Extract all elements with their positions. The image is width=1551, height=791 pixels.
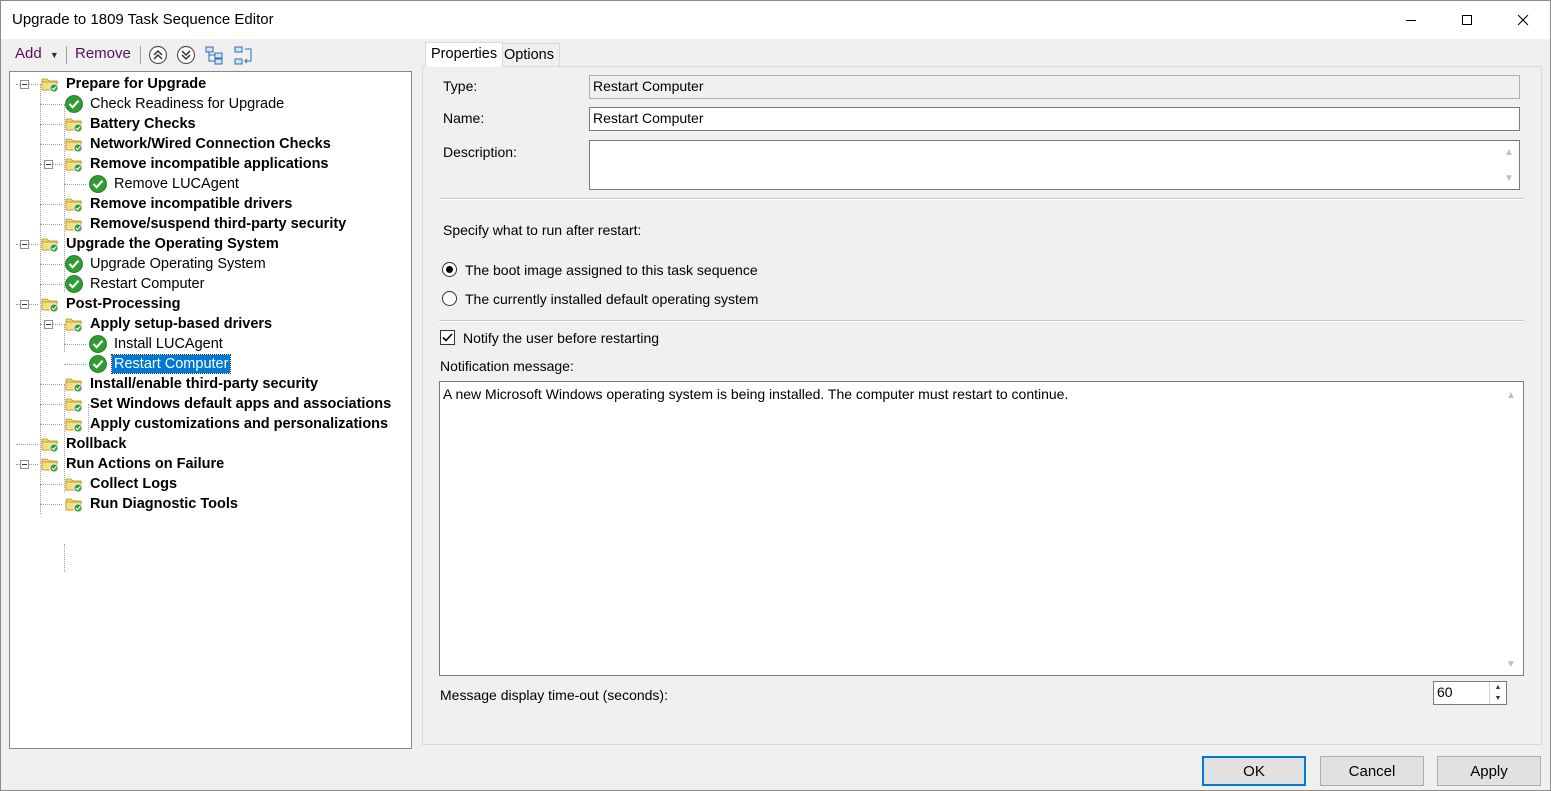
tree-step-node[interactable] <box>88 354 230 374</box>
tree-connector-line <box>40 384 62 385</box>
tree-node-label: Battery Checks <box>90 116 196 132</box>
tree-group-node[interactable] <box>40 434 128 454</box>
separator <box>439 320 1524 322</box>
tree-connector-line <box>40 224 62 225</box>
tree-node-label: Network/Wired Connection Checks <box>90 136 331 152</box>
tree-node-label: Install/enable third-party security <box>90 376 319 392</box>
minimize-icon <box>1405 14 1417 26</box>
notification-message-field[interactable] <box>439 381 1524 676</box>
type-field: Restart Computer <box>589 75 1520 99</box>
group-folder-icon <box>64 154 84 174</box>
tree-group-node[interactable] <box>64 314 274 334</box>
collapse-toggle-icon[interactable] <box>44 160 53 169</box>
tree-step-node[interactable] <box>88 174 241 194</box>
group-folder-icon <box>64 134 84 154</box>
timeout-stepper[interactable] <box>1433 681 1507 705</box>
expand-all-icon[interactable] <box>204 44 226 66</box>
notification-message-text: A new Microsoft Windows operating system is being installed. The computer must restart to continue. <box>443 386 1069 402</box>
tree-node-label: Upgrade the Operating System <box>66 236 279 252</box>
step-success-icon <box>88 334 108 354</box>
stepper-up-icon[interactable]: ▲ <box>1494 684 1502 691</box>
scroll-down-icon[interactable]: ▼ <box>1506 658 1516 670</box>
group-folder-icon <box>64 194 84 214</box>
group-folder-icon <box>40 434 60 454</box>
tab-properties[interactable]: Properties <box>425 42 503 67</box>
tree-node-label: Restart Computer <box>114 356 229 372</box>
tree-connector-line <box>40 484 62 485</box>
description-field[interactable] <box>589 140 1520 190</box>
timeout-value[interactable]: 60 <box>1437 684 1453 700</box>
move-down-icon[interactable] <box>175 44 197 66</box>
description-label: Description: <box>443 144 517 160</box>
collapse-toggle-icon[interactable] <box>20 80 29 89</box>
tree-connector-line <box>40 124 62 125</box>
add-menu-button[interactable] <box>15 45 59 62</box>
boot-image-radio-label[interactable]: The boot image assigned to this task sequence <box>465 262 758 278</box>
tree-connector-line <box>64 364 86 365</box>
group-folder-icon <box>64 314 84 334</box>
tree-node-label: Apply customizations and personalizations <box>90 416 389 432</box>
collapse-toggle-icon[interactable] <box>44 320 53 329</box>
default-os-radio-label[interactable]: The currently installed default operating system <box>465 291 759 307</box>
tree-step-node[interactable] <box>64 274 206 294</box>
add-label: Add <box>15 45 42 62</box>
group-folder-icon <box>40 234 60 254</box>
tab-options[interactable]: Options <box>498 43 560 67</box>
group-folder-icon <box>64 414 84 434</box>
tree-node-label: Check Readiness for Upgrade <box>90 96 285 112</box>
group-folder-icon <box>64 494 84 514</box>
name-label: Name: <box>443 110 485 126</box>
tree-node-label: Remove incompatible applications <box>90 156 329 172</box>
tree-group-node[interactable] <box>40 234 281 254</box>
tree-node-label: Run Actions on Failure <box>66 456 225 472</box>
stepper-arrows[interactable] <box>1489 682 1506 704</box>
tree-node-label: Prepare for Upgrade <box>66 76 207 92</box>
notify-label[interactable]: Notify the user before restarting <box>463 330 660 346</box>
checkmark-icon <box>441 331 454 344</box>
title-bar <box>1 1 1550 39</box>
specify-label: Specify what to run after restart: <box>443 222 642 238</box>
tree-connector-line <box>40 284 62 285</box>
tree-step-node[interactable] <box>88 334 225 354</box>
tree-group-node[interactable] <box>64 114 198 134</box>
tree-group-node[interactable] <box>40 74 208 94</box>
tree-group-node[interactable] <box>64 414 390 434</box>
tree-node-label: Collect Logs <box>90 476 178 492</box>
tree-group-node[interactable] <box>64 394 393 414</box>
default-os-radio[interactable] <box>442 291 457 306</box>
group-folder-icon <box>40 74 60 94</box>
maximize-icon <box>1461 14 1473 26</box>
tree-group-node[interactable] <box>64 134 333 154</box>
tree-node-label: Remove incompatible drivers <box>90 196 293 212</box>
notify-checkbox[interactable] <box>440 330 455 345</box>
ok-button[interactable]: OK <box>1202 756 1306 786</box>
tree-node-label: Restart Computer <box>90 276 205 292</box>
step-success-icon <box>88 174 108 194</box>
tree-node-label: Remove/suspend third-party security <box>90 216 347 232</box>
toolbar <box>9 42 413 68</box>
window-title: Upgrade to 1809 Task Sequence Editor <box>12 11 274 28</box>
step-success-icon <box>64 274 84 294</box>
close-button[interactable] <box>1494 1 1551 39</box>
tree-connector-line <box>64 344 86 345</box>
tree-connector-line <box>40 404 62 405</box>
tree-node-label: Upgrade Operating System <box>90 256 266 272</box>
type-label: Type: <box>443 78 478 94</box>
scroll-up-icon[interactable]: ▲ <box>1504 146 1514 158</box>
name-field[interactable]: Restart Computer <box>589 107 1520 131</box>
apply-button[interactable]: Apply <box>1437 756 1541 786</box>
dropdown-arrow-icon: ▼ <box>49 50 59 60</box>
group-folder-icon <box>40 294 60 314</box>
collapse-all-icon[interactable] <box>233 44 255 66</box>
tree-group-node[interactable] <box>64 474 179 494</box>
remove-button[interactable]: Remove <box>75 45 131 62</box>
tree-node-label: Apply setup-based drivers <box>90 316 273 332</box>
group-folder-icon <box>64 474 84 494</box>
close-icon <box>1517 14 1529 26</box>
group-folder-icon <box>64 374 84 394</box>
toolbar-separator <box>140 46 141 64</box>
tree-step-node[interactable] <box>64 254 268 274</box>
tree-connector-line <box>64 544 65 572</box>
timeout-label: Message display time-out (seconds): <box>440 687 668 703</box>
step-success-icon <box>64 254 84 274</box>
tree-node-label: Remove LUCAgent <box>114 176 239 192</box>
tree-node-label: Rollback <box>66 436 127 452</box>
tree-node-label: Set Windows default apps and associations <box>90 396 392 412</box>
tree-connector-line <box>40 424 62 425</box>
boot-image-radio[interactable] <box>442 262 457 277</box>
tree-connector-line <box>40 504 62 505</box>
tree-connector-line <box>40 204 62 205</box>
tree-group-node[interactable] <box>40 294 182 314</box>
tree-node-label: Run Diagnostic Tools <box>90 496 238 512</box>
tree-group-node[interactable] <box>64 214 348 234</box>
scroll-up-icon[interactable]: ▲ <box>1506 389 1516 401</box>
cancel-button[interactable]: Cancel <box>1320 756 1424 786</box>
group-folder-icon <box>64 114 84 134</box>
tree-group-node[interactable] <box>64 154 331 174</box>
task-sequence-tree[interactable] <box>9 71 412 749</box>
tree-group-node[interactable] <box>64 374 320 394</box>
group-folder-icon <box>64 214 84 234</box>
toolbar-separator <box>66 46 67 64</box>
step-success-icon <box>88 354 108 374</box>
collapse-toggle-icon[interactable] <box>20 460 29 469</box>
tree-group-node[interactable] <box>40 454 226 474</box>
tree-node-label: Install LUCAgent <box>114 336 223 352</box>
collapse-toggle-icon[interactable] <box>20 300 29 309</box>
tree-node-label: Post-Processing <box>66 296 181 312</box>
tree-group-node[interactable] <box>64 494 240 514</box>
collapse-toggle-icon[interactable] <box>20 240 29 249</box>
minimize-button[interactable] <box>1382 1 1439 39</box>
notification-message-label: Notification message: <box>440 358 574 374</box>
tree-connector-line <box>64 184 86 185</box>
separator <box>439 198 1524 200</box>
tree-connector-line <box>16 444 38 445</box>
move-up-icon[interactable] <box>147 44 169 66</box>
group-folder-icon <box>40 454 60 474</box>
stepper-down-icon[interactable]: ▼ <box>1494 695 1502 702</box>
step-success-icon <box>64 94 84 114</box>
tree-connector-line <box>40 144 62 145</box>
group-folder-icon <box>64 394 84 414</box>
scroll-down-icon[interactable]: ▼ <box>1504 172 1514 184</box>
tree-step-node[interactable] <box>64 94 286 114</box>
tree-group-node[interactable] <box>64 194 294 214</box>
tree-connector-line <box>40 104 62 105</box>
maximize-button[interactable] <box>1438 1 1495 39</box>
tree-connector-line <box>40 264 62 265</box>
